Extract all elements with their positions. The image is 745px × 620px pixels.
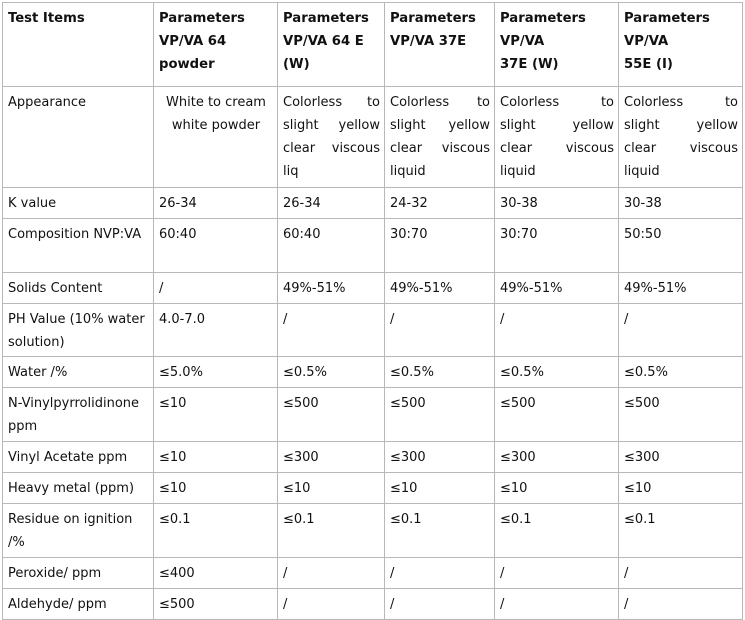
table-cell: ≤300 bbox=[495, 442, 619, 473]
table-cell: 30-38 bbox=[495, 188, 619, 219]
table-cell: ≤500 bbox=[495, 388, 619, 442]
table-cell: Colorless to slight yellow clear viscous liq bbox=[278, 87, 385, 188]
table-cell: 24-32 bbox=[385, 188, 495, 219]
row-label: Appearance bbox=[3, 87, 154, 188]
table-cell: 26-34 bbox=[278, 188, 385, 219]
table-cell: / bbox=[495, 558, 619, 589]
table-cell: 49%-51% bbox=[385, 273, 495, 304]
table-cell: 30-38 bbox=[619, 188, 743, 219]
row-label: Solids Content bbox=[3, 273, 154, 304]
table-cell: 49%-51% bbox=[619, 273, 743, 304]
table-cell: 60:40 bbox=[278, 219, 385, 273]
table-cell: White to cream white powder bbox=[154, 87, 278, 188]
table-row bbox=[3, 219, 743, 273]
table-cell: ≤300 bbox=[278, 442, 385, 473]
table-cell: 49%-51% bbox=[278, 273, 385, 304]
table-cell: 26-34 bbox=[154, 188, 278, 219]
header-vpva-37e: Parameters VP/VA 37E bbox=[385, 3, 495, 87]
table-cell: ≤10 bbox=[619, 473, 743, 504]
table-cell: / bbox=[495, 589, 619, 620]
table-cell: / bbox=[278, 558, 385, 589]
header-test-items: Test Items bbox=[3, 3, 154, 87]
table-cell: Colorless to slight yellow clear viscous liquid bbox=[619, 87, 743, 188]
row-label: Residue on ignition /% bbox=[3, 504, 154, 558]
table-cell: ≤500 bbox=[154, 589, 278, 620]
table-cell: 4.0-7.0 bbox=[154, 304, 278, 357]
table-cell: / bbox=[278, 589, 385, 620]
table-row bbox=[3, 273, 743, 304]
table-row bbox=[3, 388, 743, 442]
table-cell: 30:70 bbox=[385, 219, 495, 273]
table-cell: ≤0.5% bbox=[495, 357, 619, 388]
header-vpva-37e-w: Parameters VP/VA 37E (W) bbox=[495, 3, 619, 87]
table-cell: / bbox=[278, 304, 385, 357]
row-label: Heavy metal (ppm) bbox=[3, 473, 154, 504]
table-row bbox=[3, 87, 743, 188]
table-cell: 30:70 bbox=[495, 219, 619, 273]
table-cell: 60:40 bbox=[154, 219, 278, 273]
table-cell: ≤10 bbox=[154, 442, 278, 473]
table-cell: ≤10 bbox=[154, 473, 278, 504]
table-cell: ≤10 bbox=[154, 388, 278, 442]
table-cell: ≤0.5% bbox=[278, 357, 385, 388]
row-label: Water /% bbox=[3, 357, 154, 388]
row-label: Composition NVP:VA bbox=[3, 219, 154, 273]
table-cell: / bbox=[385, 558, 495, 589]
table-cell: ≤0.1 bbox=[385, 504, 495, 558]
row-label: PH Value (10% water solution) bbox=[3, 304, 154, 357]
table-cell: ≤300 bbox=[619, 442, 743, 473]
table-cell: / bbox=[154, 273, 278, 304]
table-cell: Colorless to slight yellow clear viscous liquid bbox=[495, 87, 619, 188]
row-label: Vinyl Acetate ppm bbox=[3, 442, 154, 473]
table-cell: ≤5.0% bbox=[154, 357, 278, 388]
table-cell: / bbox=[495, 304, 619, 357]
table-cell: Colorless to slight yellow clear viscous liquid bbox=[385, 87, 495, 188]
header-vpva-64e-w: Parameters VP/VA 64 E (W) bbox=[278, 3, 385, 87]
table-cell: ≤400 bbox=[154, 558, 278, 589]
table-cell: ≤300 bbox=[385, 442, 495, 473]
table-cell: ≤500 bbox=[385, 388, 495, 442]
table-row bbox=[3, 589, 743, 620]
row-label: N-Vinylpyrrolidinone ppm bbox=[3, 388, 154, 442]
table-cell: ≤10 bbox=[495, 473, 619, 504]
table-row bbox=[3, 504, 743, 558]
table-cell: ≤500 bbox=[278, 388, 385, 442]
table-cell: ≤0.5% bbox=[385, 357, 495, 388]
table-cell: ≤0.5% bbox=[619, 357, 743, 388]
table-cell: ≤0.1 bbox=[278, 504, 385, 558]
table-row bbox=[3, 558, 743, 589]
header-vpva-64-powder: Parameters VP/VA 64 powder bbox=[154, 3, 278, 87]
table-cell: ≤500 bbox=[619, 388, 743, 442]
table-row bbox=[3, 473, 743, 504]
table-cell: / bbox=[385, 589, 495, 620]
table-cell: / bbox=[385, 304, 495, 357]
table-cell: ≤0.1 bbox=[154, 504, 278, 558]
row-label: K value bbox=[3, 188, 154, 219]
table-cell: 50:50 bbox=[619, 219, 743, 273]
header-row bbox=[3, 3, 743, 87]
row-label: Peroxide/ ppm bbox=[3, 558, 154, 589]
specification-table bbox=[2, 2, 743, 620]
table-row bbox=[3, 304, 743, 357]
table-cell: 49%-51% bbox=[495, 273, 619, 304]
table-cell: / bbox=[619, 304, 743, 357]
table-cell: / bbox=[619, 558, 743, 589]
header-vpva-55e-i: Parameters VP/VA 55E (I) bbox=[619, 3, 743, 87]
table-row bbox=[3, 357, 743, 388]
table-row bbox=[3, 188, 743, 219]
table-cell: ≤10 bbox=[278, 473, 385, 504]
table-cell: ≤0.1 bbox=[495, 504, 619, 558]
table-row bbox=[3, 442, 743, 473]
table-cell: / bbox=[619, 589, 743, 620]
table-cell: ≤0.1 bbox=[619, 504, 743, 558]
row-label: Aldehyde/ ppm bbox=[3, 589, 154, 620]
table-cell: ≤10 bbox=[385, 473, 495, 504]
